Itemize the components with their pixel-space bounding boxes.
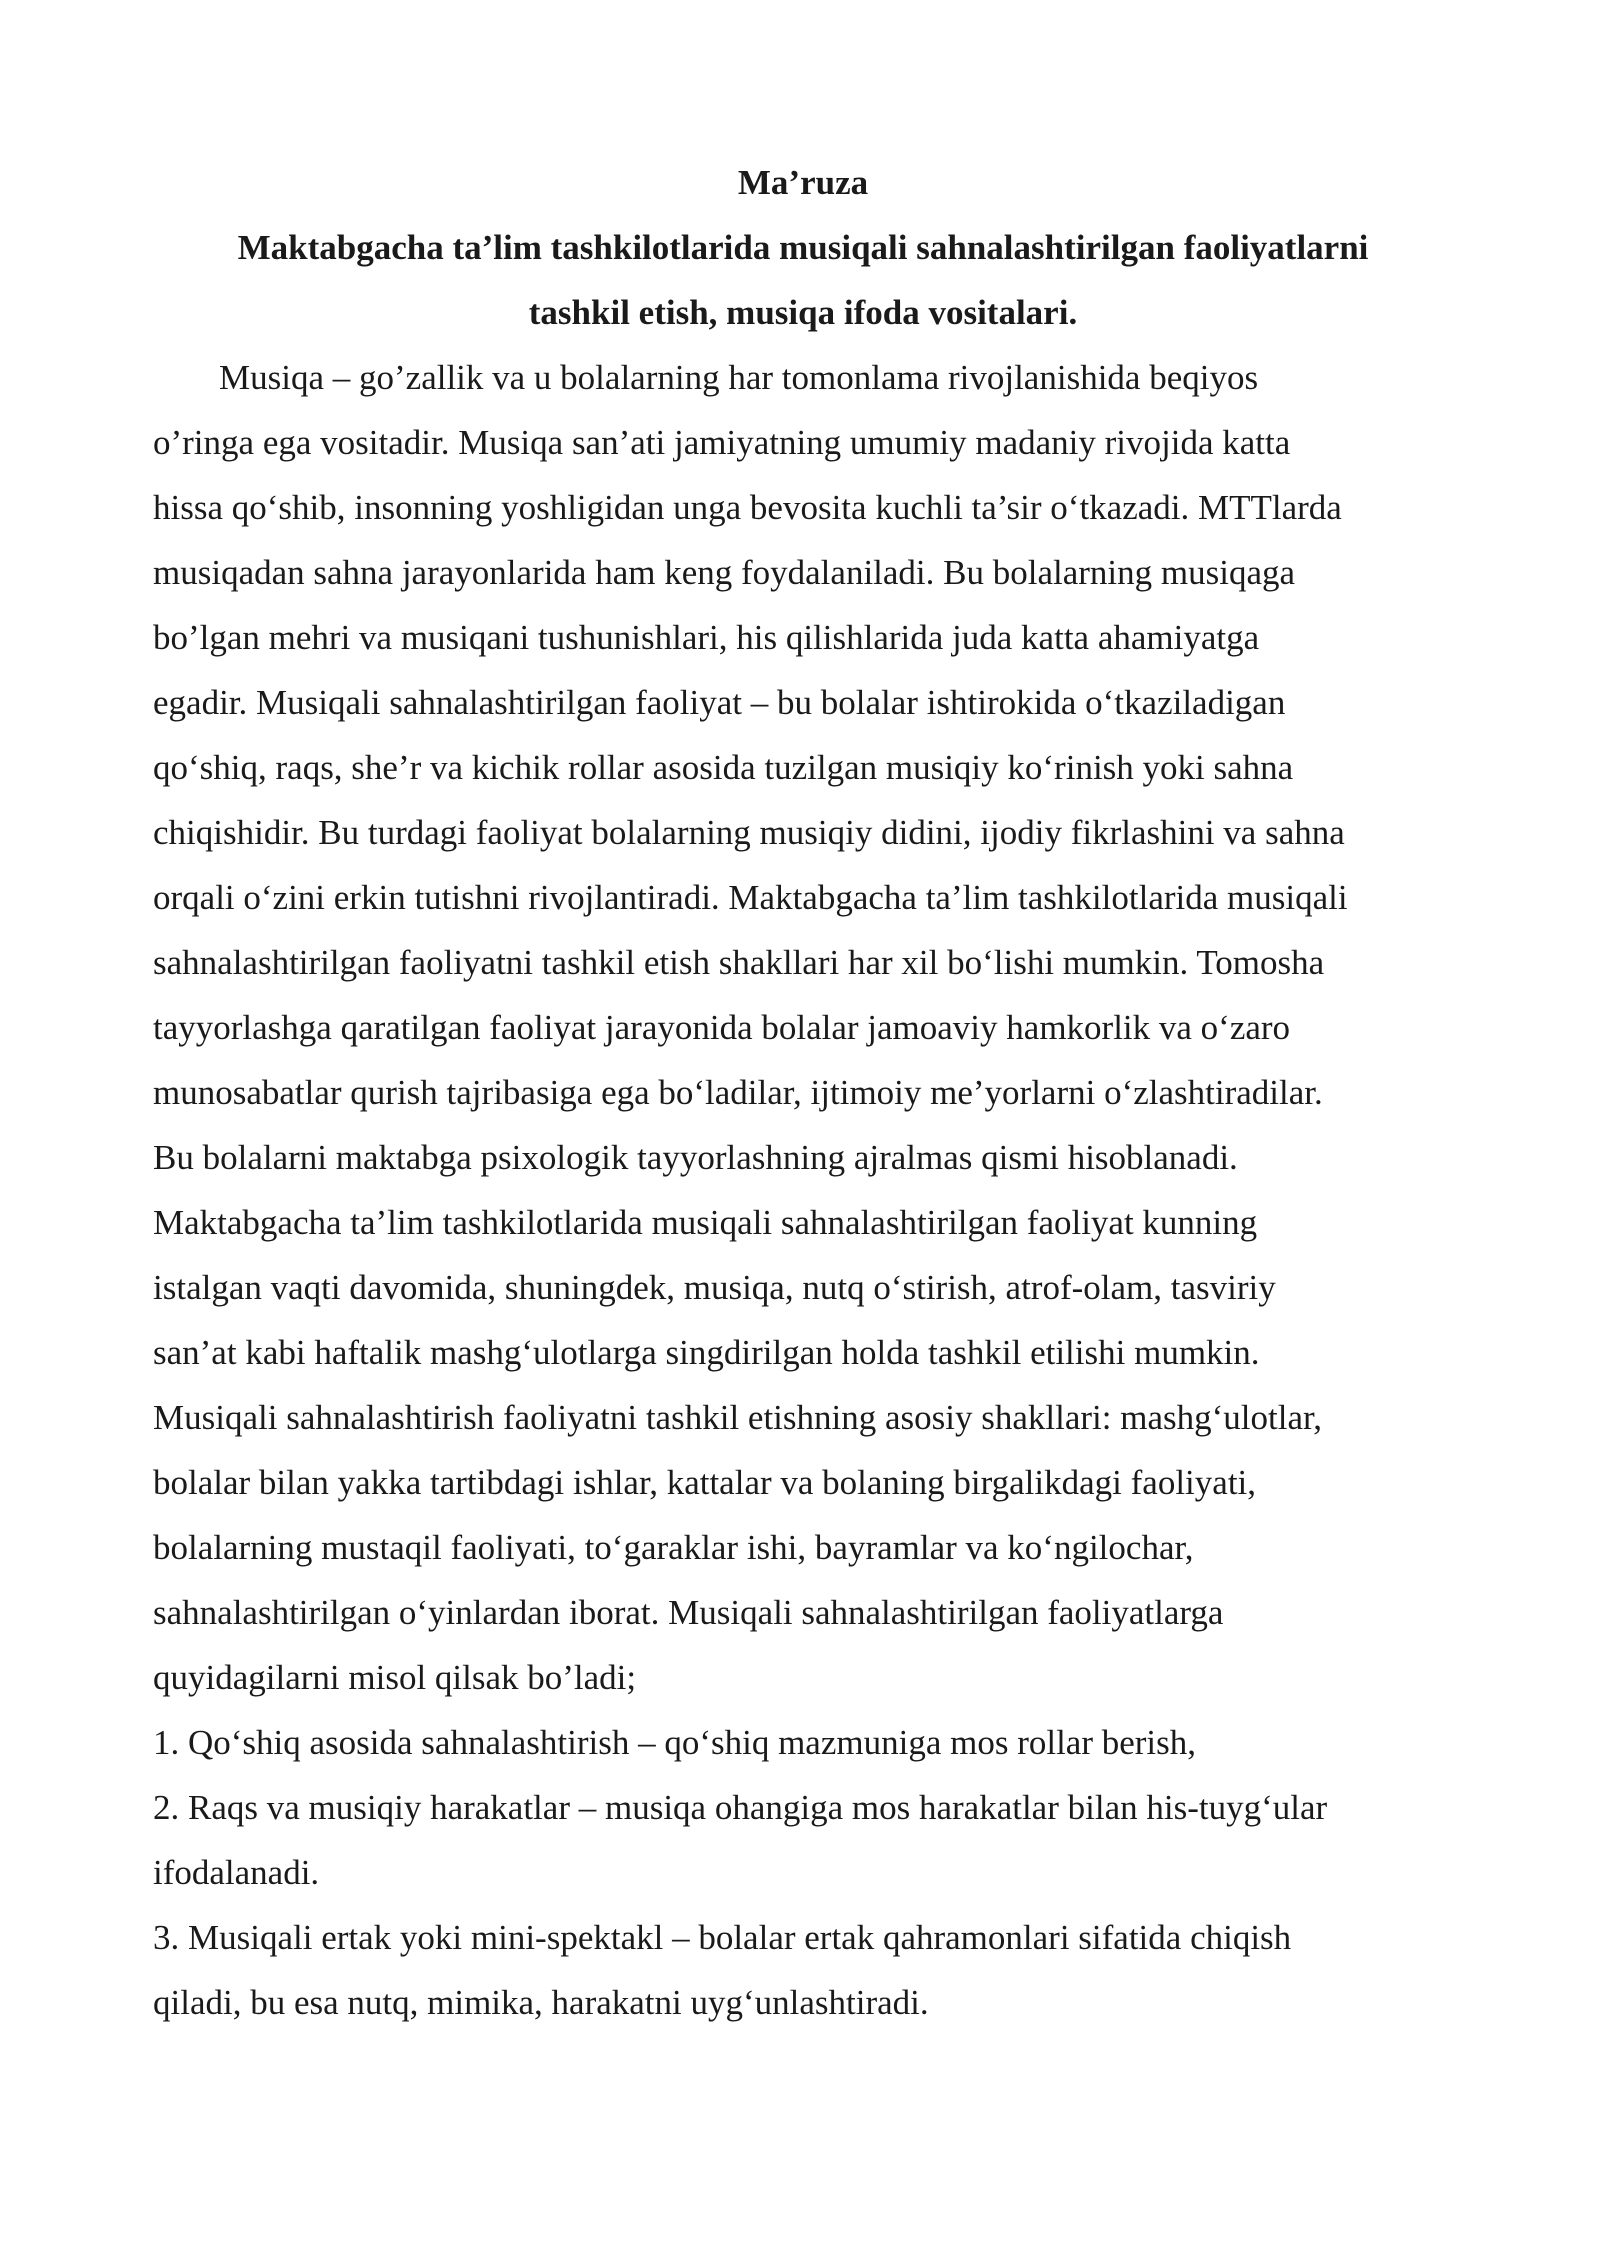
body-text-line: orqali o‘zini erkin tutishni rivojlantiradi. Maktabgacha ta’lim tashkilotlarida musiqali [153, 878, 1348, 917]
body-text-line: istalgan vaqti davomida, shuningdek, musiqa, nutq o‘stirish, atrof-olam, tasviriy [153, 1268, 1276, 1307]
body-text-line: san’at kabi haftalik mashg‘ulotlarga singdirilgan holda tashkil etilishi mumkin. [153, 1333, 1260, 1372]
lecture-title: Ma’ruza [737, 163, 869, 202]
body-text-line: munosabatlar qurish tajribasiga ega bo‘ladilar, ijtimoiy me’yorlarni o‘zlashtiradilar. [153, 1073, 1323, 1112]
body-text-line: bolalarning mustaqil faoliyati, to‘garaklar ishi, bayramlar va ko‘ngilochar, [153, 1528, 1194, 1567]
body-text-line: bo’lgan mehri va musiqani tushunishlari, his qilishlarida juda katta ahamiyatga [153, 618, 1260, 657]
body-text-line: bolalar bilan yakka tartibdagi ishlar, kattalar va bolaning birgalikdagi faoliyati, [153, 1463, 1257, 1502]
body-text-line: sahnalashtirilgan faoliyatni tashkil etish shakllari har xil bo‘lishi mumkin. Tomosha [153, 943, 1325, 982]
subtitle-line: Maktabgacha ta’lim tashkilotlarida musiqali sahnalashtirilgan faoliyatlarni [237, 228, 1369, 267]
body-text-line: quyidagilarni misol qilsak bo’ladi; [153, 1658, 637, 1697]
list-item-3-continuation: qiladi, bu esa nutq, mimika, harakatni uyg‘unlashtiradi. [153, 1983, 929, 2022]
list-item-3: 3. Musiqali ertak yoki mini-spektakl – bolalar ertak qahramonlari sifatida chiqish [153, 1918, 1292, 1957]
document-page [153, 150, 1453, 2035]
list-item-2: 2. Raqs va musiqiy harakatlar – musiqa ohangiga mos harakatlar bilan his-tuyg‘ular [153, 1788, 1328, 1827]
body-text-line: Musiqali sahnalashtirish faoliyatni tashkil etishning asosiy shakllari: mashg‘ulotlar, [153, 1398, 1322, 1437]
body-text-line: o’ringa ega vositadir. Musiqa san’ati jamiyatning umumiy madaniy rivojida katta [153, 423, 1291, 462]
subtitle-line: tashkil etish, musiqa ifoda vositalari. [528, 293, 1078, 332]
body-text-line: Maktabgacha ta’lim tashkilotlarida musiqali sahnalashtirilgan faoliyat kunning [153, 1203, 1258, 1242]
body-text-line: qo‘shiq, raqs, she’r va kichik rollar asosida tuzilgan musiqiy ko‘rinish yoki sahna [153, 748, 1294, 787]
body-text-line: Bu bolalarni maktabga psixologik tayyorlashning ajralmas qismi hisoblanadi. [153, 1138, 1238, 1177]
body-text-line: sahnalashtirilgan o‘yinlardan iborat. Musiqali sahnalashtirilgan faoliyatlarga [153, 1593, 1224, 1632]
body-text-line: Musiqa – go’zallik va u bolalarning har tomonlama rivojlanishida beqiyos [219, 358, 1259, 397]
body-text-line: hissa qo‘shib, insonning yoshligidan unga bevosita kuchli ta’sir o‘tkazadi. MTTlarda [153, 488, 1342, 527]
list-item-1: 1. Qo‘shiq asosida sahnalashtirish – qo‘shiq mazmuniga mos rollar berish, [153, 1723, 1197, 1762]
body-text-line: chiqishidir. Bu turdagi faoliyat bolalarning musiqiy didini, ijodiy fikrlashini va sahna [153, 813, 1345, 852]
body-text-line: tayyorlashga qaratilgan faoliyat jarayonida bolalar jamoaviy hamkorlik va o‘zaro [153, 1008, 1291, 1047]
body-text-line: musiqadan sahna jarayonlarida ham keng foydalaniladi. Bu bolalarning musiqaga [153, 553, 1296, 592]
list-item-2-continuation: ifodalanadi. [153, 1853, 320, 1892]
body-text-line: egadir. Musiqali sahnalashtirilgan faoliyat – bu bolalar ishtirokida o‘tkaziladigan [153, 683, 1286, 722]
